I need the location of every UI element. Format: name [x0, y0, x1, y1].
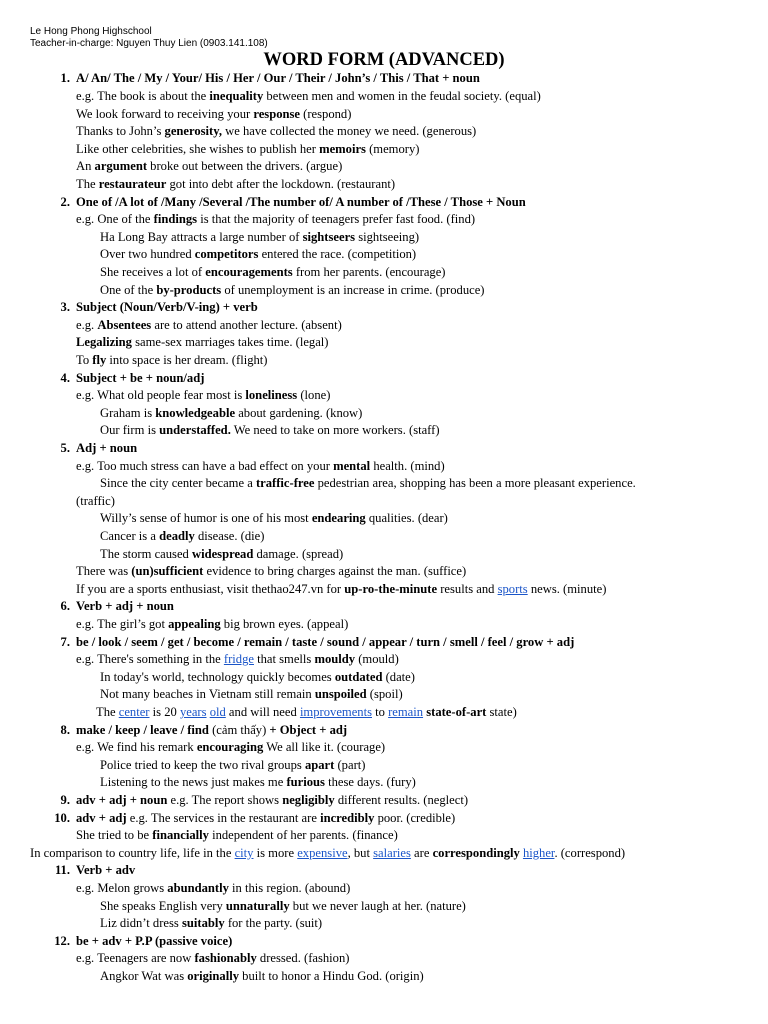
bold-word: deadly [159, 529, 195, 543]
bold-word: correspondingly [432, 846, 520, 860]
bold-word: inequality [209, 89, 264, 103]
list-number: 6. [60, 599, 70, 613]
bold-word: widespread [191, 547, 254, 561]
bold-word: adv + adj [76, 811, 127, 825]
bold-word: financially [152, 828, 209, 842]
text-line [76, 581, 606, 597]
text-line [76, 827, 398, 843]
text-segment: The [96, 705, 119, 719]
bold-word: mental [333, 459, 371, 473]
text-segment: e.g. The services in the restaurant are [126, 811, 321, 825]
link[interactable]: remain [388, 705, 424, 719]
list-number: 1. [60, 71, 70, 85]
list-number: 11. [54, 863, 70, 877]
teacher-info: Teacher-in-charge: Nguyen Thuy Lien (0903.141.108) [30, 38, 268, 49]
text-segment: (respond) [300, 107, 352, 121]
text-segment: independent of her parents. (finance) [208, 828, 398, 842]
list-number: 9. [60, 793, 70, 807]
text-segment: into space is her dream. (flight) [106, 353, 268, 367]
text-segment: make / keep / leave / find [76, 723, 213, 737]
text-segment: In comparison to country life, life in the [30, 846, 235, 860]
text-line [100, 528, 264, 544]
text-segment: broke out between the drivers. (argue) [147, 159, 343, 173]
list-number: 12. [54, 934, 70, 948]
text-line [100, 757, 365, 773]
text-segment: An [76, 159, 95, 173]
text-segment: e.g. Melon grows [76, 881, 168, 895]
text-segment: but we never laugh at her. (nature) [289, 899, 466, 913]
link[interactable]: sports [497, 582, 528, 596]
bold-word: negligibly [282, 793, 335, 807]
text-segment: these days. (fury) [324, 775, 416, 789]
text-segment: (spoil) [366, 687, 403, 701]
text-segment: are to attend another lecture. (absent) [151, 318, 342, 332]
link[interactable]: improvements [299, 705, 372, 719]
text-segment: (mould) [355, 652, 399, 666]
bold-word: suitably [181, 916, 225, 930]
bold-word: traffic-free [255, 476, 315, 490]
text-segment: Thanks to John’s [76, 124, 165, 138]
bold-word: encouraging [196, 740, 264, 754]
text-segment: be / look / seem / get / become / remain / taste / sound / appear / turn / smell / feel / grow + adj [76, 635, 575, 649]
text-segment: qualities. (dear) [365, 511, 448, 525]
text-segment: Since the city center became a [100, 476, 256, 490]
text-line [76, 334, 329, 350]
text-line [76, 563, 466, 579]
text-line [100, 546, 343, 562]
text-segment: If you are a sports enthusiast, visit thethao247.vn for [76, 582, 345, 596]
text-segment: There was [76, 564, 132, 578]
bold-word: unnaturally [225, 899, 290, 913]
bold-word: originally [187, 969, 240, 983]
list-number: 7. [60, 635, 70, 649]
bold-word: memoirs [319, 142, 366, 156]
text-segment: disease. (die) [194, 529, 265, 543]
text-line [76, 810, 455, 826]
text-line [100, 898, 466, 914]
text-segment: state) [486, 705, 517, 719]
text-line [76, 651, 399, 667]
link[interactable]: fridge [223, 652, 254, 666]
text-segment: poor. (credible) [374, 811, 456, 825]
text-segment: . (correspond) [554, 846, 626, 860]
text-line [100, 774, 416, 790]
text-line [100, 229, 419, 245]
text-segment: and will need [225, 705, 300, 719]
bold-word: knowledgeable [155, 406, 236, 420]
section-heading [76, 634, 574, 650]
bold-word: fashionably [194, 951, 257, 965]
section-heading [76, 194, 526, 210]
text-segment: We look forward to receiving your [76, 107, 254, 121]
text-segment: We need to take on more workers. (staff) [230, 423, 440, 437]
text-line [76, 880, 350, 896]
text-line [100, 915, 322, 931]
text-segment: is more [253, 846, 298, 860]
text-segment: Angkor Wat was [100, 969, 188, 983]
text-segment: Graham is [100, 406, 156, 420]
text-segment: of unemployment is an increase in crime. (produce) [221, 283, 485, 297]
text-segment: One of /A lot of /Many /Several /The number of/ A number of /These / Those + Noun [76, 195, 526, 209]
bold-word: appealing [168, 617, 221, 631]
list-number: 3. [60, 300, 70, 314]
link[interactable]: years [179, 705, 207, 719]
text-line [76, 123, 476, 139]
bold-word: fly [92, 353, 107, 367]
text-segment: She speaks English very [100, 899, 226, 913]
bold-word: response [253, 107, 300, 121]
text-segment: is that the majority of teenagers prefer fast food. (find) [197, 212, 476, 226]
text-segment: dressed. (fashion) [256, 951, 350, 965]
text-segment: Subject + be + noun/adj [76, 371, 205, 385]
text-line [76, 458, 445, 474]
link[interactable]: center [118, 705, 150, 719]
bold-word: mouldy [314, 652, 356, 666]
text-segment: + Object + adj [266, 723, 348, 737]
text-line [76, 141, 419, 157]
bold-word: competitors [194, 247, 259, 261]
section-heading [76, 299, 258, 315]
bold-word: incredibly [320, 811, 375, 825]
bold-word: findings [153, 212, 198, 226]
bold-word: state-of-art [426, 705, 487, 719]
text-segment: Verb + adv [76, 863, 136, 877]
text-segment: big brown eyes. (appeal) [220, 617, 349, 631]
section-heading [76, 70, 480, 86]
list-number: 8. [60, 723, 70, 737]
bold-word: (un)sufficient [131, 564, 204, 578]
text-segment: e.g. We find his remark [76, 740, 197, 754]
text-segment: got into debt after the lockdown. (restaurant) [166, 177, 396, 191]
text-line [100, 422, 440, 438]
text-line [100, 510, 448, 526]
text-segment: news. (minute) [527, 582, 607, 596]
bold-word: sightseers [302, 230, 356, 244]
text-line [100, 246, 416, 262]
text-segment: from her parents. (encourage) [292, 265, 446, 279]
text-line [76, 616, 348, 632]
text-line [76, 493, 115, 509]
text-segment: In today's world, technology quickly becomes [100, 670, 335, 684]
list-number: 5. [60, 441, 70, 455]
text-segment: Listening to the news just makes me [100, 775, 287, 789]
text-segment: (date) [382, 670, 415, 684]
text-segment: be + adv + P.P (passive voice) [76, 934, 233, 948]
text-segment: Ha Long Bay attracts a large number of [100, 230, 303, 244]
text-segment: pedestrian area, shopping has been a more pleasant experience. [314, 476, 636, 490]
text-segment: Adj + noun [76, 441, 138, 455]
text-segment: built to honor a Hindu God. (origin) [239, 969, 424, 983]
text-segment: She receives a lot of [100, 265, 206, 279]
bold-word: outdated [334, 670, 383, 684]
text-segment: sightseeing) [355, 230, 420, 244]
section-heading [76, 598, 174, 614]
text-segment: (part) [334, 758, 366, 772]
text-segment: Not many beaches in Vietnam still remain [100, 687, 315, 701]
text-line [76, 387, 330, 403]
section-heading [76, 722, 347, 738]
text-segment: Subject (Noun/Verb/V-ing) + verb [76, 300, 258, 314]
text-segment: e.g. [76, 318, 98, 332]
text-segment: that smells [253, 652, 315, 666]
bold-word: adv + adj + noun [76, 793, 168, 807]
text-segment: between men and women in the feudal society. (equal) [263, 89, 541, 103]
text-line [76, 352, 267, 368]
text-segment: e.g. What old people fear most is [76, 388, 246, 402]
text-segment: Police tried to keep the two rival groups [100, 758, 305, 772]
bold-word: encouragements [205, 265, 293, 279]
bold-word: endearing [311, 511, 366, 525]
link[interactable]: city [234, 846, 254, 860]
text-line [76, 950, 349, 966]
text-segment: (lone) [297, 388, 331, 402]
text-segment: entered the race. (competition) [258, 247, 417, 261]
text-line [76, 106, 351, 122]
text-segment: , but [347, 846, 374, 860]
text-segment: about gardening. (know) [235, 406, 363, 420]
text-segment: The storm caused [100, 547, 192, 561]
bold-word: by-products [156, 283, 222, 297]
text-line [100, 686, 403, 702]
text-segment: Like other celebrities, she wishes to publish her [76, 142, 320, 156]
text-segment: for the party. (suit) [224, 916, 323, 930]
text-segment: we have collected the money we need. (generous) [222, 124, 477, 138]
text-segment: different results. (neglect) [334, 793, 469, 807]
text-segment: damage. (spread) [253, 547, 344, 561]
bold-word: argument [94, 159, 148, 173]
text-line [100, 968, 424, 984]
text-line [76, 211, 475, 227]
text-line [76, 317, 342, 333]
text-segment: e.g. The report shows [167, 793, 283, 807]
text-segment: to [372, 705, 389, 719]
bold-word: Absentees [97, 318, 152, 332]
text-segment: A/ An/ The / My / Your/ His / Her / Our / Their / John’s / This / That + noun [76, 71, 480, 85]
text-segment: (traffic) [76, 494, 115, 508]
bold-word: restaurateur [98, 177, 167, 191]
text-segment: e.g. The book is about the [76, 89, 210, 103]
link[interactable]: higher [522, 846, 555, 860]
link[interactable]: salaries [373, 846, 411, 860]
text-line [30, 845, 625, 861]
list-number: 2. [60, 195, 70, 209]
text-segment: Cancer is a [100, 529, 160, 543]
text-segment: results and [437, 582, 498, 596]
section-heading [76, 370, 204, 386]
text-line [76, 739, 385, 755]
bold-word: unspoiled [314, 687, 367, 701]
bold-word: generosity, [164, 124, 222, 138]
bold-word: abundantly [167, 881, 229, 895]
page-title: WORD FORM (ADVANCED) [263, 50, 505, 70]
school-name: Le Hong Phong Highschool [30, 26, 152, 37]
text-segment: Over two hundred [100, 247, 195, 261]
text-line [76, 88, 541, 104]
text-segment: We all like it. (courage) [263, 740, 386, 754]
section-heading [76, 933, 232, 949]
text-segment: e.g. Too much stress can have a bad effect on your [76, 459, 334, 473]
text-segment: are [410, 846, 433, 860]
list-number: 10. [54, 811, 70, 825]
bold-word: apart [304, 758, 335, 772]
section-heading [76, 862, 135, 878]
text-segment: She tried to be [76, 828, 153, 842]
text-segment: health. (mind) [370, 459, 445, 473]
text-segment: Verb + adj + noun [76, 599, 174, 613]
text-segment: same-sex marriages takes time. (legal) [131, 335, 329, 349]
text-segment: Willy’s sense of humor is one of his most [100, 511, 312, 525]
bold-word: Legalizing [76, 335, 132, 349]
text-segment: e.g. One of the [76, 212, 154, 226]
text-segment: is 20 [149, 705, 180, 719]
text-segment: evidence to bring charges against the man. (suffice) [203, 564, 467, 578]
text-line [100, 282, 485, 298]
text-segment: The [76, 177, 99, 191]
text-line [96, 704, 517, 720]
text-segment: (memory) [365, 142, 420, 156]
text-line [100, 405, 362, 421]
bold-word: understaffed. [159, 423, 231, 437]
text-segment: e.g. Teenagers are now [76, 951, 195, 965]
text-line [100, 669, 415, 685]
text-line [100, 264, 446, 280]
text-segment: To [76, 353, 93, 367]
text-segment: in this region. (abound) [228, 881, 351, 895]
link[interactable]: old [209, 705, 226, 719]
section-heading [76, 440, 137, 456]
text-line [100, 475, 636, 491]
text-segment: One of the [100, 283, 157, 297]
bold-word: furious [286, 775, 325, 789]
text-segment: Our firm is [100, 423, 160, 437]
bold-word: up-ro-the-minute [344, 582, 438, 596]
text-segment: e.g. The girl’s got [76, 617, 169, 631]
text-segment: Liz didn’t dress [100, 916, 182, 930]
text-segment: e.g. There's something in the [76, 652, 224, 666]
text-line [76, 176, 395, 192]
bold-word: loneliness [245, 388, 298, 402]
text-segment: (cảm thấy) [212, 723, 267, 737]
text-line [76, 792, 468, 808]
link[interactable]: expensive [297, 846, 348, 860]
list-number: 4. [60, 371, 70, 385]
text-line [76, 158, 342, 174]
